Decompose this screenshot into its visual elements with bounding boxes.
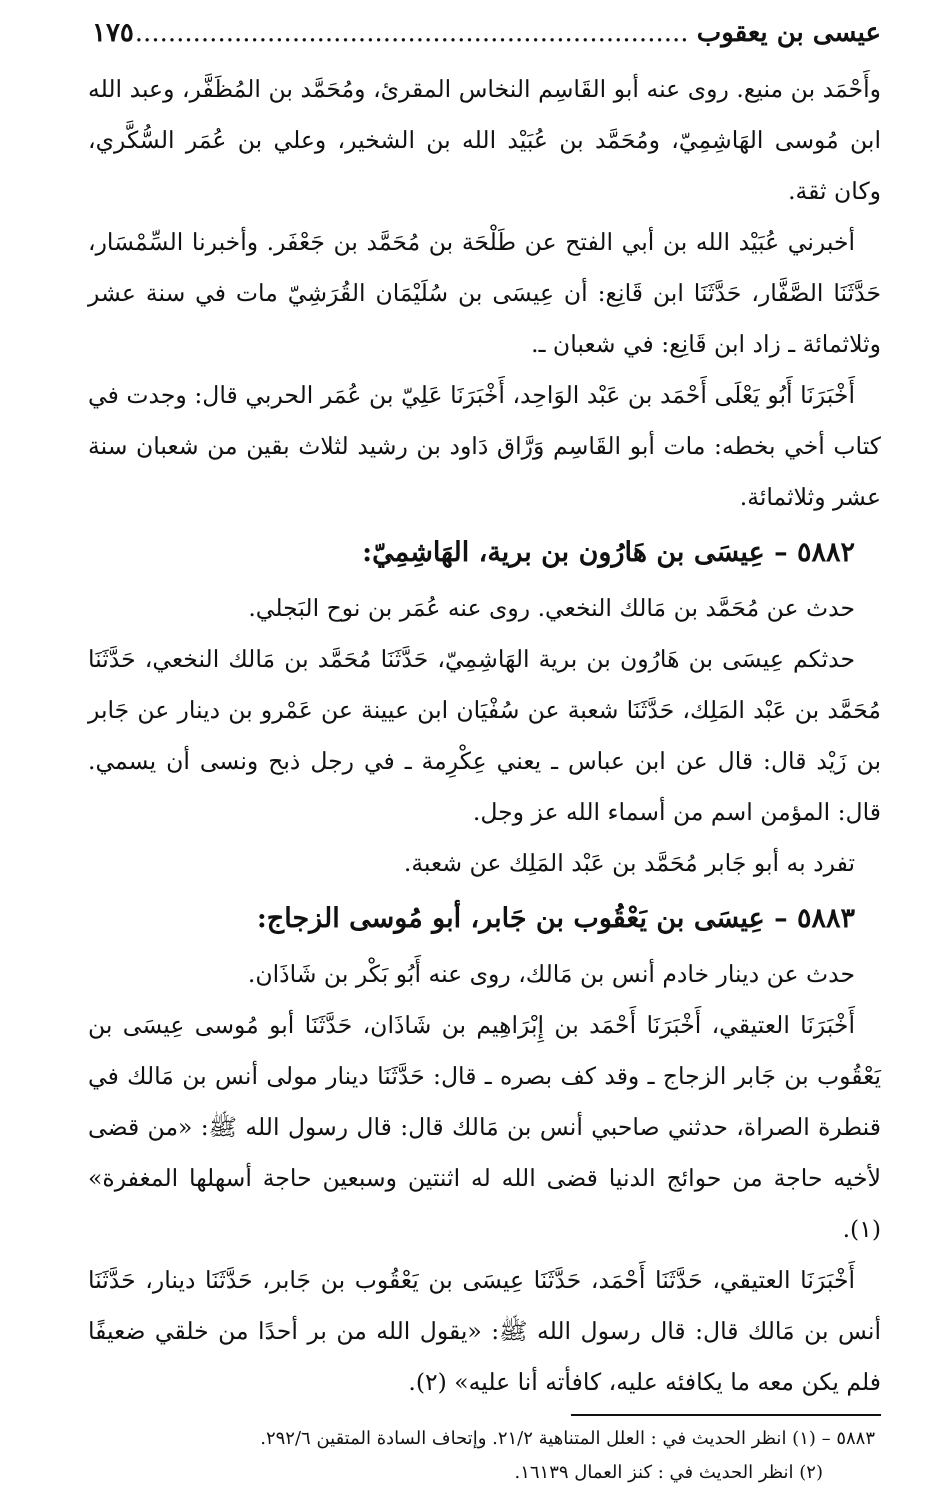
entry-5882-note: تفرد به أبو جَابر مُحَمَّد بن عَبْد المَلِك عن شعبة. — [403, 849, 855, 877]
paragraph-isnad-death: أخبرني عُبَيْد الله بن أبي الفتح عن طَلْحَة بن مُحَمَّد بن جَعْفَر. وأخبرنا السِّمْسَار، حَدَّثَنَا الصَّفَّار، حَدَّثَنَا ابن قَانِع: أن عِيسَى بن سُلَيْمَان القُرَشِيّ مات في سنة عشر وثلاثمائة ـ زاد ابن قَانِع: في شعبان ـ. — [88, 228, 881, 358]
footnotes — [88, 1422, 881, 1490]
entry-heading-5882: ٥٨٨٢ – عِيسَى بن هَارُون بن برية، الهَاشِمِيّ: — [362, 537, 855, 568]
paragraph-death-date: أَخْبَرَنَا أَبُو يَعْلَى أَحْمَد بن عَبْد الوَاحِد، أَخْبَرَنَا عَلِيّ بن عُمَر الحربي قال: وجدت في كتاب أخي بخطه: مات أبو القَاسِم وَرَّاق دَاود بن رشيد لثلاث بقين من شعبان سنة عشر وثلاثمائة. — [88, 381, 881, 511]
running-title: عيسى بن يعقوب ..... — [134, 18, 881, 48]
entry-5883-hadith-2: أَخْبَرَنَا العتيقي، حَدَّثَنَا أَحْمَد، حَدَّثَنَا عِيسَى بن يَعْقُوب بن جَابر، حَدَّثَنَا دينار، حَدَّثَنَا أنس بن مَالك قال: قال رسول الله ﷺ: «يقول الله من بر أحدًا من خلقي ضعيفًا فلم يكن معه ما يكافئه عليه، كافأته أنا عليه» (٢). — [88, 1266, 881, 1396]
footnote-2: (٢) انظر الحديث في : كنز العمال ١٦١٣٩. — [514, 1462, 823, 1483]
entry-5883-hadith-1: أَخْبَرَنَا العتيقي، أَخْبَرَنَا أَحْمَد بن إِبْرَاهِيم بن شَاذَان، حَدَّثَنَا أبو مُوسى عِيسَى بن يَعْقُوب بن جَابر الزجاج ـ وقد كف بصره ـ قال: حَدَّثَنَا دينار مولى أنس بن مَالك في قنطرة الصراة، حدثني صاحبي أنس بن مَالك قال: قال رسول الله ﷺ: «من قضى لأخيه حاجة من حوائج الدنيا قضى الله له اثنتين وسبعين حاجة أسهلها المغفرة» (١). — [88, 1011, 881, 1243]
entry-5882-hadith: حدثكم عِيسَى بن هَارُون بن برية الهَاشِمِيّ، حَدَّثَنَا مُحَمَّد بن مَالك النخعي، حَدَّثَنَا مُحَمَّد بن عَبْد المَلِك، حَدَّثَنَا شعبة عن سُفْيَان ابن عيينة عن عَمْرو بن دينار عن جَابر بن زَيْد قال: قال عن ابن عباس ـ يعني عِكْرِمة ـ في رجل ذبح ونسى أن يسمي. قال: المؤمن اسم من أسماء الله عز وجل. — [88, 645, 881, 826]
footnote-separator — [571, 1414, 881, 1416]
entry-heading-5883: ٥٨٨٣ – عِيسَى بن يَعْقُوب بن جَابر، أبو مُوسى الزجاج: — [256, 903, 855, 934]
page-header — [88, 18, 881, 64]
entry-5882-intro: حدث عن مُحَمَّد بن مَالك النخعي. روى عنه عُمَر بن نوح البَجلي. — [248, 594, 855, 622]
footnote-1: ٥٨٨٣ – (١) انظر الحديث في : العلل المتناهية ٢١/٢. وإتحاف السادة المتقين ٢٩٢/٦. — [260, 1428, 875, 1449]
paragraph-continuation: وأَحْمَد بن منيع. روى عنه أبو القَاسِم النخاس المقرئ، ومُحَمَّد بن المُظَفَّر، وعبد الله ابن مُوسى الهَاشِمِيّ، ومُحَمَّد بن عُبَيْد الله بن الشخير، وعلي بن عُمَر السُّكَّري، وكان ثقة. — [88, 75, 881, 205]
page-number: ١٧٥ — [92, 18, 134, 48]
entry-5883-intro: حدث عن دينار خادم أنس بن مَالك، روى عنه أَبُو بَكْر بن شَاذَان. — [247, 960, 855, 988]
